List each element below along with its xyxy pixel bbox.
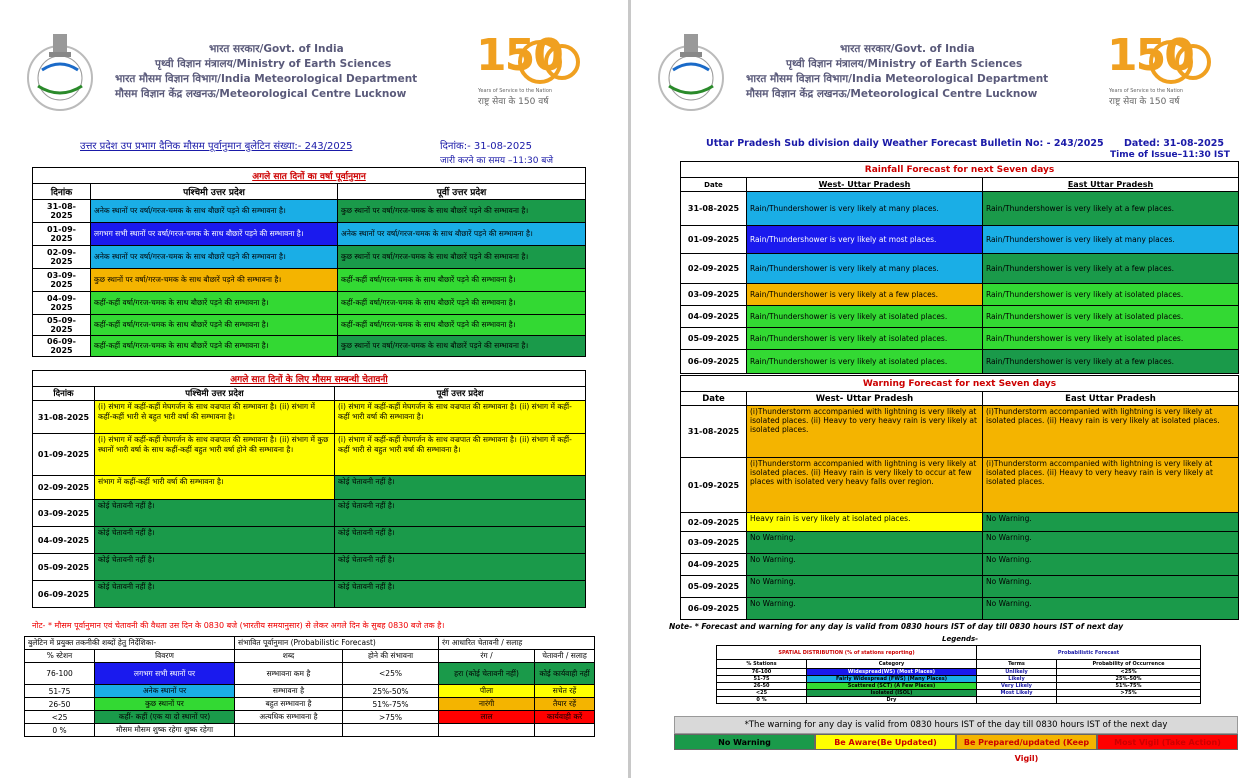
legend-prob-header: Probabilistic Forecast — [977, 646, 1201, 660]
legend-col-c2: विवरण — [95, 650, 235, 663]
rain-date: 05-09-2025 — [33, 315, 91, 336]
table-row — [717, 697, 1201, 704]
left-warn-col-west: पश्चिमी उत्तर प्रदेश — [95, 387, 335, 401]
legend-term: बहुत सम्भावना है — [235, 698, 343, 711]
table-row — [681, 598, 1239, 620]
rain-east: कुछ स्थानों पर वर्षा/गरज-चमक के साथ बौछारें पड़ने की सम्भावना है। — [338, 200, 586, 223]
table-row — [33, 246, 586, 269]
warn-west: No Warning. — [747, 554, 983, 576]
legend-col-c2: Category — [807, 660, 977, 669]
legend-stations: 76-100 — [717, 669, 807, 676]
imd-emblem-icon — [20, 30, 100, 114]
color-legend-1: No Warning — [674, 734, 815, 750]
warn-west: (i)Thunderstorm accompanied with lightning is very likely at isolated places. (ii) Heavy rain is very likely to occur at few places with isolated very heavy falls over region. — [747, 458, 983, 513]
warn-date: 04-09-2025 — [681, 554, 747, 576]
right-rain-col-east: East Uttar Pradesh — [983, 178, 1239, 192]
warn-date: 05-09-2025 — [33, 554, 95, 581]
table-row — [33, 500, 586, 527]
logo-tagline-en: Years of Service to the Nation — [1109, 88, 1184, 94]
right-warn-col-date: Date — [681, 392, 747, 406]
right-issue-time: Time of Issue–11:30 IST — [1110, 150, 1230, 160]
govt-line-1: भारत सरकार/Govt. of India — [840, 43, 975, 55]
legend-stations: 51-75 — [717, 676, 807, 683]
legend-term — [235, 724, 343, 737]
table-row — [681, 458, 1239, 513]
table-row — [33, 581, 586, 608]
warn-date: 03-09-2025 — [681, 532, 747, 554]
rain-west: कहीं-कहीं वर्षा/गरज-चमक के साथ बौछारें पड़ने की सम्भावना है। — [91, 292, 338, 315]
warn-date: 01-09-2025 — [681, 458, 747, 513]
legend-stations: 0 % — [717, 697, 807, 704]
right-header — [631, 0, 1257, 120]
warn-west: Heavy rain is very likely at isolated places. — [747, 513, 983, 532]
govt-line-4: मौसम विज्ञान केंद्र लखनऊ/Meteorological Centre Lucknow — [115, 88, 407, 100]
logo-150-text: 150 — [1107, 30, 1193, 81]
legend-color — [439, 724, 535, 737]
table-row — [681, 306, 1239, 328]
warn-east: कोई चेतावनी नहीं है। — [335, 527, 586, 554]
logo-tagline-en: Years of Service to the Nation — [478, 88, 553, 94]
legend-col-c3: Terms — [977, 660, 1057, 669]
rain-date: 06-09-2025 — [33, 336, 91, 357]
warn-date: 02-09-2025 — [33, 476, 95, 500]
table-row — [33, 315, 586, 336]
legend-desc: कहीं- कहीं (एक या दो स्थानों पर) — [95, 711, 235, 724]
rain-west: Rain/Thundershower is very likely at a few places. — [747, 284, 983, 306]
table-row — [25, 698, 595, 711]
color-legend-4: Most Vigil (Take Action) — [1097, 734, 1238, 750]
rain-date: 01-09-2025 — [33, 223, 91, 246]
left-bulletin-number: उत्तर प्रदेश उप प्रभाग दैनिक मौसम पूर्वानुमान बुलेटिन संख्या:- 243/2025 — [80, 141, 353, 152]
table-row — [33, 336, 586, 357]
warn-west: No Warning. — [747, 576, 983, 598]
table-row — [33, 554, 586, 581]
color-legend-3: Be Prepared/updated (Keep Vigil) — [956, 734, 1097, 750]
legend-stations: 26-50 — [25, 698, 95, 711]
left-rain-col-date: दिनांक — [33, 184, 91, 200]
validity-note: *The warning for any day is valid from 0830 hours IST of the day till 0830 hours IST of the next day — [674, 716, 1238, 734]
legend-prob: 51%-75% — [343, 698, 439, 711]
legend-prob: <25% — [1057, 669, 1201, 676]
table-row — [681, 532, 1239, 554]
left-warning-table — [32, 370, 586, 608]
legend-desc: अनेक स्थानों पर — [95, 685, 235, 698]
legend-stations: 0 % — [25, 724, 95, 737]
rain-west: Rain/Thundershower is very likely at isolated places. — [747, 328, 983, 350]
warn-date: 02-09-2025 — [681, 513, 747, 532]
table-row — [717, 669, 1201, 676]
legend-prob: >75% — [1057, 690, 1201, 697]
color-legend-2: Be Aware(Be Updated) — [815, 734, 956, 750]
rain-east: Rain/Thundershower is very likely at many places. — [983, 226, 1239, 254]
legend-stations: <25 — [25, 711, 95, 724]
left-warn-col-date: दिनांक — [33, 387, 95, 401]
right-warn-col-east: East Uttar Pradesh — [983, 392, 1239, 406]
legend-category: Dry — [807, 697, 977, 704]
left-rain-title: अगले सात दिनों का वर्षा पूर्वानुमान — [33, 168, 586, 184]
warn-west: (i)Thunderstorm accompanied with lightning is very likely at isolated places. (ii) Heavy to very heavy rain is very likely at isolated places. — [747, 406, 983, 458]
govt-line-2: पृथ्वी विज्ञान मंत्रालय/Ministry of Earth Sciences — [786, 58, 1023, 70]
legend-category: Isolated (ISOL) — [807, 690, 977, 697]
table-row — [681, 254, 1239, 284]
warn-west: कोई चेतावनी नहीं है। — [95, 554, 335, 581]
legend-category: Widespread(WS) (Most Places) — [807, 669, 977, 676]
govt-line-2: पृथ्वी विज्ञान मंत्रालय/Ministry of Earth Sciences — [155, 58, 392, 70]
left-rain-col-west: पश्चिमी उत्तर प्रदेश — [91, 184, 338, 200]
rain-west: Rain/Thundershower is very likely at many places. — [747, 192, 983, 226]
legend-col-c3: शब्द — [235, 650, 343, 663]
warn-west: कोई चेतावनी नहीं है। — [95, 500, 335, 527]
rain-east: Rain/Thundershower is very likely at a few places. — [983, 254, 1239, 284]
legend-stations: 76-100 — [25, 663, 95, 685]
legend-guide-header: बुलेटिन में प्रयुक्त तकनीकी शब्दों हेतु निर्देशिका- — [25, 637, 235, 650]
right-note: Note- * Forecast and warning for any day is valid from 0830 hours IST of day till 0830 hours IST of next day — [669, 622, 1124, 631]
table-row — [33, 527, 586, 554]
legend-term: Unlikely — [977, 669, 1057, 676]
rain-date: 04-09-2025 — [33, 292, 91, 315]
legend-category: Fairly Widespread (FWS) (Many Places) — [807, 676, 977, 683]
rain-date: 02-09-2025 — [33, 246, 91, 269]
legend-desc: मौसम मौसम शुष्क रहेगा शुष्क रहेगा — [95, 724, 235, 737]
govt-line-3: भारत मौसम विज्ञान विभाग/India Meteorological Department — [115, 73, 418, 85]
rain-east: Rain/Thundershower is very likely at a few places. — [983, 350, 1239, 374]
warn-east: No Warning. — [983, 576, 1239, 598]
govt-line-4: मौसम विज्ञान केंद्र लखनऊ/Meteorological Centre Lucknow — [746, 88, 1038, 100]
warn-west: No Warning. — [747, 532, 983, 554]
legend-prob: 51%-75% — [1057, 683, 1201, 690]
warn-west: No Warning. — [747, 598, 983, 620]
left-rain-col-east: पूर्वी उत्तर प्रदेश — [338, 184, 586, 200]
warn-west: (i) संभाग में कहीं-कहीं मेघगर्जन के साथ वज्रपात की सम्भावना है। (ii) संभाग में कहीं-कहीं भारी से बहुत भारी वर्षा की सम्भावना है। — [95, 401, 335, 434]
right-warning-table — [680, 375, 1239, 620]
table-row — [33, 200, 586, 223]
rain-date: 04-09-2025 — [681, 306, 747, 328]
rain-east: कहीं-कहीं वर्षा/गरज-चमक के साथ बौछारें पड़ने की सम्भावना है। — [338, 315, 586, 336]
warn-east: No Warning. — [983, 554, 1239, 576]
legend-color: लाल — [439, 711, 535, 724]
logo-tagline-hi: राष्ट्र सेवा के 150 वर्ष — [478, 97, 549, 107]
legend-desc: कुछ स्थानों पर — [95, 698, 235, 711]
rain-east: कुछ स्थानों पर वर्षा/गरज-चमक के साथ बौछारें पड़ने की सम्भावना है। — [338, 246, 586, 269]
left-issue-time: जारी करने का समय –11:30 बजे — [440, 156, 554, 166]
legends-title: Legends- — [942, 635, 979, 643]
table-row — [681, 328, 1239, 350]
legend-prob-header: संभावित पूर्वानुमान (Probabilistic Forecast) — [235, 637, 439, 650]
legend-category: Scattered (SCT) (A Few Places) — [807, 683, 977, 690]
rain-date: 31-08-2025 — [681, 192, 747, 226]
warn-east: (i) संभाग में कहीं-कहीं मेघगर्जन के साथ वज्रपात की सम्भावना है। (ii) संभाग में कहीं-कहीं भारी से बहुत भारी वर्षा की सम्भावना है। — [335, 434, 586, 476]
legend-term — [977, 697, 1057, 704]
right-rain-table — [680, 161, 1239, 374]
left-warning-title: अगले सात दिनों के लिए मौसम सम्बन्धी चेतावनी — [33, 371, 586, 387]
right-rain-col-date: Date — [681, 178, 747, 192]
warn-west: कोई चेतावनी नहीं है। — [95, 581, 335, 608]
rain-west: Rain/Thundershower is very likely at isolated places. — [747, 350, 983, 374]
table-row — [681, 554, 1239, 576]
legend-col-c1: % स्टेशन — [25, 650, 95, 663]
rain-east: कुछ स्थानों पर वर्षा/गरज-चमक के साथ बौछारें पड़ने की सम्भावना है। — [338, 336, 586, 357]
rain-date: 03-09-2025 — [33, 269, 91, 292]
left-header — [0, 0, 626, 120]
legend-prob: 25%-50% — [343, 685, 439, 698]
legend-action: कार्यवाही करें — [535, 711, 595, 724]
legend-prob — [1057, 697, 1201, 704]
rain-west: लगभग सभी स्थानों पर वर्षा/गरज-चमक के साथ बौछारें पड़ने की सम्भावना है। — [91, 223, 338, 246]
warn-east: No Warning. — [983, 598, 1239, 620]
table-row — [717, 676, 1201, 683]
table-row — [33, 476, 586, 500]
rain-date: 02-09-2025 — [681, 254, 747, 284]
govt-line-1: भारत सरकार/Govt. of India — [209, 43, 344, 55]
legend-prob: 25%-50% — [1057, 676, 1201, 683]
warn-west: कोई चेतावनी नहीं है। — [95, 527, 335, 554]
right-bulletin-number: Uttar Pradesh Sub division daily Weather Forecast Bulletin No: - 243/2025 — [706, 138, 1104, 149]
legend-color-header: रंग आधारित चेतावनी / सलाह — [439, 637, 595, 650]
legend-col-c6: चेतावनी / सलाह — [535, 650, 595, 663]
legend-spatial-header: SPATIAL DISTRIBUTION (% of stations reporting) — [717, 646, 977, 660]
table-row — [681, 284, 1239, 306]
warn-west: (i) संभाग में कहीं-कहीं मेघगर्जन के साथ वज्रपात की सम्भावना है। (ii) संभाग में कुछ स्थानों भारी वर्षा के साथ कहीं-कहीं बहुत भारी वर्षा होने की सम्भावना है। — [95, 434, 335, 476]
warn-east: कोई चेतावनी नहीं है। — [335, 500, 586, 527]
table-row — [33, 223, 586, 246]
warn-date: 31-08-2025 — [681, 406, 747, 458]
right-warn-col-west: West- Uttar Pradesh — [747, 392, 983, 406]
table-row — [33, 434, 586, 476]
legend-prob: <25% — [343, 663, 439, 685]
table-row — [33, 401, 586, 434]
legend-action: तैयार रहें — [535, 698, 595, 711]
rain-west: कहीं-कहीं वर्षा/गरज-चमक के साथ बौछारें पड़ने की सम्भावना है। — [91, 315, 338, 336]
left-date: दिनांक:- 31-08-2025 — [440, 141, 532, 152]
rain-west: कुछ स्थानों पर वर्षा/गरज-चमक के साथ बौछारें पड़ने की सम्भावना है। — [91, 269, 338, 292]
rain-date: 01-09-2025 — [681, 226, 747, 254]
warn-date: 01-09-2025 — [33, 434, 95, 476]
rain-west: अनेक स्थानों पर वर्षा/गरज-चमक के साथ बौछारें पड़ने की सम्भावना है। — [91, 246, 338, 269]
left-warn-col-east: पूर्वी उत्तर प्रदेश — [335, 387, 586, 401]
legend-action: कोई कार्यवाही नहीं — [535, 663, 595, 685]
legend-desc: लगभग सभी स्थानों पर — [95, 663, 235, 685]
legend-stations: 51-75 — [25, 685, 95, 698]
rain-east: कहीं-कहीं वर्षा/गरज-चमक के साथ बौछारें पड़ने की सम्भावना है। — [338, 269, 586, 292]
rain-date: 31-08-2025 — [33, 200, 91, 223]
rain-west: Rain/Thundershower is very likely at most places. — [747, 226, 983, 254]
table-row — [681, 192, 1239, 226]
legend-col-c4: होने की संभावना — [343, 650, 439, 663]
table-row — [25, 685, 595, 698]
left-legend-table — [24, 636, 595, 737]
table-row — [33, 292, 586, 315]
table-row — [717, 690, 1201, 697]
color-legend-bar — [674, 734, 1238, 763]
imd-emblem-icon — [651, 30, 731, 114]
table-row — [681, 350, 1239, 374]
right-warning-title: Warning Forecast for next Seven days — [681, 376, 1239, 392]
warn-east: कोई चेतावनी नहीं है। — [335, 476, 586, 500]
legend-action — [535, 724, 595, 737]
table-row — [681, 576, 1239, 598]
legend-prob — [343, 724, 439, 737]
legend-term: सम्भावना कम है — [235, 663, 343, 685]
logo-tagline-hi: राष्ट्र सेवा के 150 वर्ष — [1109, 97, 1180, 107]
right-date: Dated: 31-08-2025 — [1124, 138, 1224, 149]
warn-east: (i) संभाग में कहीं-कहीं मेघगर्जन के साथ वज्रपात की सम्भावना है। (ii) संभाग में कहीं-कहीं भारी वर्षा की सम्भावना है। — [335, 401, 586, 434]
warn-date: 31-08-2025 — [33, 401, 95, 434]
govt-line-3: भारत मौसम विज्ञान विभाग/India Meteorological Department — [746, 73, 1049, 85]
warn-east: (i)Thunderstorm accompanied with lightning is very likely at isolated places. (ii) Heavy to very heavy rain is very likely at isolated places. — [983, 458, 1239, 513]
warn-date: 03-09-2025 — [33, 500, 95, 527]
legend-color: पीला — [439, 685, 535, 698]
warn-east: (i)Thunderstorm accompanied with lightning is very likely at isolated places. (ii) Heavy rain is very likely at isolated places. — [983, 406, 1239, 458]
warn-date: 04-09-2025 — [33, 527, 95, 554]
rain-east: Rain/Thundershower is very likely at a few places. — [983, 192, 1239, 226]
warn-east: No Warning. — [983, 532, 1239, 554]
legend-col-c5: रंग / — [439, 650, 535, 663]
rain-date: 03-09-2025 — [681, 284, 747, 306]
table-row — [717, 683, 1201, 690]
rain-date: 06-09-2025 — [681, 350, 747, 374]
legend-term: Likely — [977, 676, 1057, 683]
warn-west: संभाग में कहीं-कहीं भारी वर्षा की सम्भावना है। — [95, 476, 335, 500]
right-rain-title: Rainfall Forecast for next Seven days — [681, 162, 1239, 178]
right-rain-col-west: West- Uttar Pradesh — [747, 178, 983, 192]
rain-east: कहीं-कहीं वर्षा/गरज-चमक के साथ बौछारें पड़ने की सम्भावना है। — [338, 292, 586, 315]
warn-east: No Warning. — [983, 513, 1239, 532]
legend-col-c4: Probability of Occurrence — [1057, 660, 1201, 669]
legend-stations: <25 — [717, 690, 807, 697]
rain-east: Rain/Thundershower is very likely at isolated places. — [983, 306, 1239, 328]
table-row — [25, 724, 595, 737]
legend-action: सचेत रहें — [535, 685, 595, 698]
legend-col-c1: % Stations — [717, 660, 807, 669]
rain-west: अनेक स्थानों पर वर्षा/गरज-चमक के साथ बौछारें पड़ने की सम्भावना है। — [91, 200, 338, 223]
legend-term: सम्भावना है — [235, 685, 343, 698]
legend-color: हरा (कोई चेतावनी नहीं) — [439, 663, 535, 685]
warn-date: 05-09-2025 — [681, 576, 747, 598]
warn-date: 06-09-2025 — [33, 581, 95, 608]
table-row — [33, 269, 586, 292]
warn-east: कोई चेतावनी नहीं है। — [335, 554, 586, 581]
table-row — [25, 663, 595, 685]
logo-150-text: 150 — [476, 30, 562, 81]
rain-east: Rain/Thundershower is very likely at isolated places. — [983, 284, 1239, 306]
table-row — [681, 226, 1239, 254]
rain-east: Rain/Thundershower is very likely at isolated places. — [983, 328, 1239, 350]
legend-stations: 26-50 — [717, 683, 807, 690]
table-row — [681, 513, 1239, 532]
legend-term: Most Likely — [977, 690, 1057, 697]
rain-west: Rain/Thundershower is very likely at many places. — [747, 254, 983, 284]
warn-east: कोई चेतावनी नहीं है। — [335, 581, 586, 608]
right-legend-table — [716, 645, 1201, 704]
left-note: नोट- * मौसम पूर्वानुमान एवं चेतावनी की वैधता उस दिन के 0830 बजे (भारतीय समयानुसार) से लेकर अगले दिन के सुबह 0830 बजे तक है। — [32, 621, 445, 630]
table-row — [25, 711, 595, 724]
legend-prob: >75% — [343, 711, 439, 724]
rain-east: अनेक स्थानों पर वर्षा/गरज-चमक के साथ बौछारें पड़ने की सम्भावना है। — [338, 223, 586, 246]
legend-term: अत्यधिक सम्भावना है — [235, 711, 343, 724]
legend-color: नारंगी — [439, 698, 535, 711]
rain-west: कहीं-कहीं वर्षा/गरज-चमक के साथ बौछारें पड़ने की सम्भावना है। — [91, 336, 338, 357]
rain-date: 05-09-2025 — [681, 328, 747, 350]
legend-term: Very Likely — [977, 683, 1057, 690]
rain-west: Rain/Thundershower is very likely at isolated places. — [747, 306, 983, 328]
table-row — [681, 406, 1239, 458]
warn-date: 06-09-2025 — [681, 598, 747, 620]
left-rain-table — [32, 167, 586, 357]
